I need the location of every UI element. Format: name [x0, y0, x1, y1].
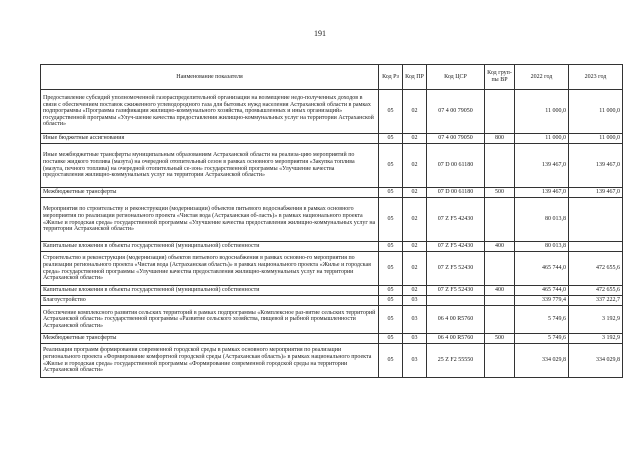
cell-rz: 05 — [379, 252, 403, 286]
cell-name: Реализация программ формирования современной городской среды в рамках основного мероприятия по реализации регионального проекта «Формирование комфортной городской среды (Астраханская область)» в рамках национального проекта «Жилье и городская среда» государственной программы «Формирование современной городской среды на территории Астраханской области» — [41, 344, 379, 378]
cell-name: Капитальные вложения в объекты государственной (муниципальной) собственности — [41, 286, 379, 296]
header-2023: 2023 год — [569, 65, 623, 90]
cell-name: Иные бюджетные ассигнования — [41, 134, 379, 144]
cell-csr: 07 Z F5 52430 — [427, 252, 485, 286]
cell-2023: 3 192,9 — [569, 334, 623, 344]
cell-vr — [485, 252, 515, 286]
cell-2022: 139 467,0 — [515, 144, 569, 188]
cell-pr: 02 — [403, 198, 427, 242]
cell-2022: 80 013,8 — [515, 198, 569, 242]
table-row — [41, 286, 623, 296]
cell-2023: 139 467,0 — [569, 144, 623, 188]
cell-2022: 139 467,0 — [515, 188, 569, 198]
cell-vr: 500 — [485, 334, 515, 344]
cell-rz: 05 — [379, 188, 403, 198]
cell-name: Благоустройство — [41, 296, 379, 306]
cell-pr: 03 — [403, 306, 427, 334]
cell-rz: 05 — [379, 198, 403, 242]
cell-rz: 05 — [379, 296, 403, 306]
cell-pr: 03 — [403, 344, 427, 378]
cell-2022: 5 749,6 — [515, 334, 569, 344]
cell-csr: 07 Z F5 52430 — [427, 286, 485, 296]
cell-2023: 139 467,0 — [569, 188, 623, 198]
budget-table — [40, 64, 623, 378]
table-row — [41, 134, 623, 144]
cell-rz: 05 — [379, 90, 403, 134]
cell-name: Капитальные вложения в объекты государственной (муниципальной) собственности — [41, 242, 379, 252]
cell-rz: 05 — [379, 286, 403, 296]
cell-2022: 465 744,0 — [515, 286, 569, 296]
cell-2023: 11 000,0 — [569, 90, 623, 134]
cell-rz: 05 — [379, 306, 403, 334]
cell-vr — [485, 90, 515, 134]
cell-vr: 400 — [485, 286, 515, 296]
cell-2023: 334 029,8 — [569, 344, 623, 378]
table-row — [41, 306, 623, 334]
cell-csr: 07 D 00 61180 — [427, 188, 485, 198]
cell-csr: 06 4 00 R5760 — [427, 306, 485, 334]
table-row — [41, 90, 623, 134]
cell-name: Межбюджетные трансферты — [41, 334, 379, 344]
cell-2022: 80 013,8 — [515, 242, 569, 252]
cell-vr — [485, 144, 515, 188]
cell-pr: 02 — [403, 134, 427, 144]
cell-2022: 11 000,0 — [515, 134, 569, 144]
cell-vr: 400 — [485, 242, 515, 252]
cell-csr: 07 D 00 61180 — [427, 144, 485, 188]
cell-csr: 07 Z F5 42430 — [427, 198, 485, 242]
table-body — [41, 90, 623, 378]
cell-2023 — [569, 242, 623, 252]
cell-vr: 800 — [485, 134, 515, 144]
cell-2022: 339 779,4 — [515, 296, 569, 306]
cell-2023: 472 655,6 — [569, 286, 623, 296]
header-2022: 2022 год — [515, 65, 569, 90]
table-row — [41, 252, 623, 286]
cell-pr: 03 — [403, 334, 427, 344]
cell-rz: 05 — [379, 144, 403, 188]
cell-csr — [427, 296, 485, 306]
table-row — [41, 296, 623, 306]
cell-pr: 02 — [403, 242, 427, 252]
cell-2023: 11 000,0 — [569, 134, 623, 144]
cell-pr: 02 — [403, 144, 427, 188]
cell-2022: 465 744,0 — [515, 252, 569, 286]
cell-csr: 07 4 00 79050 — [427, 90, 485, 134]
cell-name: Межбюджетные трансферты — [41, 188, 379, 198]
cell-2023: 337 222,7 — [569, 296, 623, 306]
cell-vr: 500 — [485, 188, 515, 198]
cell-pr: 02 — [403, 90, 427, 134]
page-number: 191 — [314, 29, 326, 38]
cell-2022: 11 000,0 — [515, 90, 569, 134]
header-rz: Код Рз — [379, 65, 403, 90]
table-row — [41, 242, 623, 252]
cell-rz: 05 — [379, 344, 403, 378]
cell-pr: 02 — [403, 188, 427, 198]
cell-name: Обеспечение комплексного развития сельских территорий в рамках подпрограммы «Комплексное раз-витие сельских территорий Астраханской области» государственной программы «Развитие сельского хозяйства, пищевой и рыбной промышленности Астраханской области» — [41, 306, 379, 334]
table-row — [41, 188, 623, 198]
cell-name: Иные межбюджетные трансферты муниципальным образованиям Астраханской области на реализа-цию мероприятий по поставке жидкого топлива (мазута) на очередной отопительный сезон в рамках основного мероприятия «Закупка топлива (мазута, печного топлива) на очередной отопительный се-зон» государственной программы «Улучшение качества предоставления жилищно-коммунальных услуг на территории Астраханской области» — [41, 144, 379, 188]
cell-name: Предоставление субсидий уполномоченной газораспределительной организации на возмещение недо-полученных доходов в связи с обеспечением поставок сжиженного углеводородного газа для бытовых нужд населения Астраханской области в рамках подпрограммы «Программа газификации жилищно-коммунального хозяйства, промышленных и иных организаций» государственной программы «Улуч-шение качества предоставления жилищно-коммунальных услуг на территории Астраханской области» — [41, 90, 379, 134]
cell-rz: 05 — [379, 242, 403, 252]
cell-pr: 02 — [403, 252, 427, 286]
header-name: Наименование показателя — [41, 65, 379, 90]
cell-csr: 25 Z F2 55550 — [427, 344, 485, 378]
cell-vr — [485, 296, 515, 306]
cell-vr — [485, 306, 515, 334]
header-pr: Код ПР — [403, 65, 427, 90]
header-csr: Код ЦСР — [427, 65, 485, 90]
table-row — [41, 144, 623, 188]
cell-rz: 05 — [379, 334, 403, 344]
header-vr: Код груп-пы ВР — [485, 65, 515, 90]
cell-rz: 05 — [379, 134, 403, 144]
cell-csr: 07 4 00 79050 — [427, 134, 485, 144]
cell-csr: 06 4 00 R5760 — [427, 334, 485, 344]
cell-csr: 07 Z F5 42430 — [427, 242, 485, 252]
cell-name: Мероприятия по строительству и реконструкции (модернизации) объектов питьевого водоснабжения в рамках основного мероприятия по реализации регионального проекта «Чистая вода (Астраханская об-ласть)» в рамках национального проекта «Жилье и городская среда» государственной программы «Улучшение качества предоставления жилищно-коммунальных услуг на территории Астраханской области» — [41, 198, 379, 242]
table-row — [41, 198, 623, 242]
table-header-row — [41, 65, 623, 90]
cell-2022: 334 029,8 — [515, 344, 569, 378]
cell-2023 — [569, 198, 623, 242]
table-row — [41, 334, 623, 344]
cell-name: Строительство и реконструкция (модернизация) объектов питьевого водоснабжения в рамках основно-го мероприятия по реализации регионального проекта «Чистая вода (Астраханская область)» в рамках национального проекта «Жилье и городская среда» государственной программы «Улучшение качества предоставления жилищно-коммунальных услуг на территории Астраханской области» — [41, 252, 379, 286]
cell-pr: 02 — [403, 286, 427, 296]
cell-2023: 472 655,6 — [569, 252, 623, 286]
cell-2023: 3 192,9 — [569, 306, 623, 334]
table-row — [41, 344, 623, 378]
cell-pr: 03 — [403, 296, 427, 306]
cell-vr — [485, 198, 515, 242]
cell-vr — [485, 344, 515, 378]
cell-2022: 5 749,6 — [515, 306, 569, 334]
